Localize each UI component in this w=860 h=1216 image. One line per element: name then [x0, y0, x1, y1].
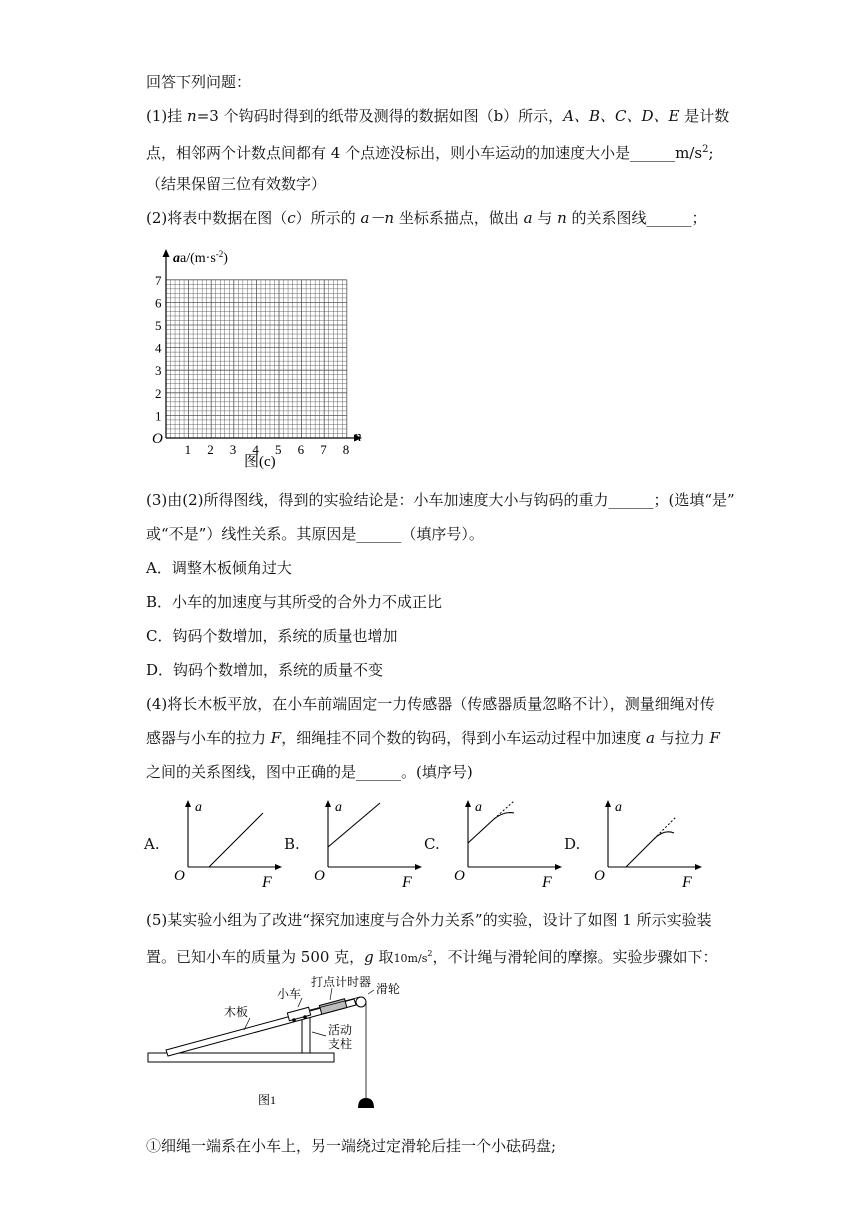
q3-option-d: D．钩码个数增加，系统的质量不变 [146, 661, 384, 679]
graph-a-line [209, 813, 263, 867]
graph-c [140, 240, 380, 475]
q3-option-c: C．钩码个数增加，系统的质量也增加 [146, 627, 398, 645]
x-tick-label: 4 [252, 442, 259, 457]
q4-line-3: 之间的关系图线，图中正确的是______。(填序号) [146, 763, 473, 781]
y-tick-label: 1 [155, 408, 162, 424]
svg-text:O: O [314, 868, 325, 884]
label-timer: 打点计时器 [311, 975, 372, 989]
svg-text:a: a [475, 800, 482, 815]
graph-c-option-curve [468, 813, 514, 843]
figure-1-apparatus [140, 970, 420, 1120]
q4-line-1: (4)将长木板平放，在小车前端固定一力传感器（传感器质量忽略不计），测量细绳对传 [146, 695, 715, 713]
label-post-1: 活动 [328, 1023, 353, 1037]
graph-c-origin: O [152, 431, 163, 447]
svg-text:a: a [335, 800, 342, 815]
q1-line-2: 点，相邻两个计数点间都有 4 个点迹没标出，则小车运动的加速度大小是$\_\_\_\_\_\_m/s^2$; [146, 144, 714, 162]
q3-line-1: (3)由(2)所得图线，得到的实验结论是：小车加速度大小与钩码的重力______；(选填“是” [146, 491, 735, 509]
x-tick-label: 5 [275, 442, 282, 457]
section-heading: 回答下列问题： [146, 73, 252, 91]
svg-text:O: O [454, 868, 465, 884]
y-tick-label: 5 [155, 318, 162, 333]
svg-text:F: F [682, 874, 692, 890]
graph-c-grid [166, 280, 347, 438]
x-tick-label: 8 [342, 442, 350, 457]
q3-line-2: 或“不是”）线性关系。其原因是______（填序号）。 [146, 525, 484, 543]
q1-line-1: (1)挂 n=3 个钩码时得到的纸带及测得的数据如图（b）所示，A、B、C、D、E 是计数 [146, 107, 730, 125]
graph-b-label: B. [284, 835, 300, 853]
x-tick-label: 7 [320, 442, 327, 457]
graph-d [588, 795, 708, 890]
pulley [356, 997, 366, 1007]
graph-b [308, 795, 428, 890]
graph-a-label: A. [144, 835, 160, 853]
figure-1-caption: 图1 [258, 1093, 277, 1107]
x-tick-label: 6 [297, 442, 305, 457]
y-tick-label: 3 [155, 363, 162, 379]
label-post-2: 支柱 [328, 1037, 353, 1051]
q3-option-b: B．小车的加速度与其所受的合外力不成正比 [146, 593, 443, 611]
label-car: 小车 [277, 987, 302, 1001]
graph-c-option [448, 795, 568, 890]
q2-line: (2)将表中数据在图（c）所示的 a－n 坐标系描点，做出 a 与 n 的关系图线______； [146, 209, 707, 227]
weight [358, 1098, 374, 1108]
graph-d-curve [626, 832, 674, 867]
y-tick-label: 2 [155, 385, 162, 401]
q3-option-a: A．调整木板倾角过大 [146, 559, 292, 577]
graph-c-xlabel: n [354, 429, 362, 445]
y-axis-arrow [163, 249, 170, 257]
y-tick-label: 6 [155, 295, 162, 311]
q4-line-2: 感器与小车的拉力 F，细绳挂不同个数的钩码，得到小车运动过程中加速度 a 与拉力 F [146, 729, 720, 747]
graph-c-ylabel: $aa/(m\cdot s^{-2})$ [173, 249, 228, 266]
y-tick-label: 4 [155, 340, 162, 356]
q5-step-1: ①细绳一端系在小车上，另一端绕过定滑轮后挂一个小砝码盘; [146, 1137, 557, 1155]
label-pulley: 滑轮 [376, 982, 401, 996]
svg-text:O: O [594, 868, 605, 884]
label-board: 木板 [224, 1005, 249, 1019]
svg-text:a: a [615, 800, 622, 815]
support-post [302, 1016, 310, 1053]
svg-text:F: F [262, 874, 272, 890]
graph-c-caption: 图(c) [244, 454, 276, 470]
graph-d-label: D. [564, 835, 581, 853]
x-tick-label: 3 [229, 442, 237, 457]
q5-line-2: 置。已知小车的质量为 500 克，g 取$10m/s^2$，不计绳与滑轮间的摩擦。实验步骤如下： [146, 948, 718, 966]
svg-text:O: O [174, 868, 185, 884]
q5-line-1: (5)某实验小组为了改进“探究加速度与合外力关系”的实验，设计了如图 1 所示实验装 [146, 911, 712, 929]
x-tick-label: 1 [184, 442, 192, 457]
q1-line-3: （结果保留三位有效数字） [146, 175, 327, 193]
svg-text:a: a [195, 800, 202, 815]
graph-a [168, 795, 288, 890]
x-tick-label: 2 [207, 442, 214, 457]
svg-text:F: F [402, 874, 412, 890]
y-tick-label: 7 [155, 272, 162, 288]
graph-c-option-label: C. [424, 835, 440, 853]
q4-graphs [140, 795, 720, 890]
svg-text:F: F [542, 874, 552, 890]
